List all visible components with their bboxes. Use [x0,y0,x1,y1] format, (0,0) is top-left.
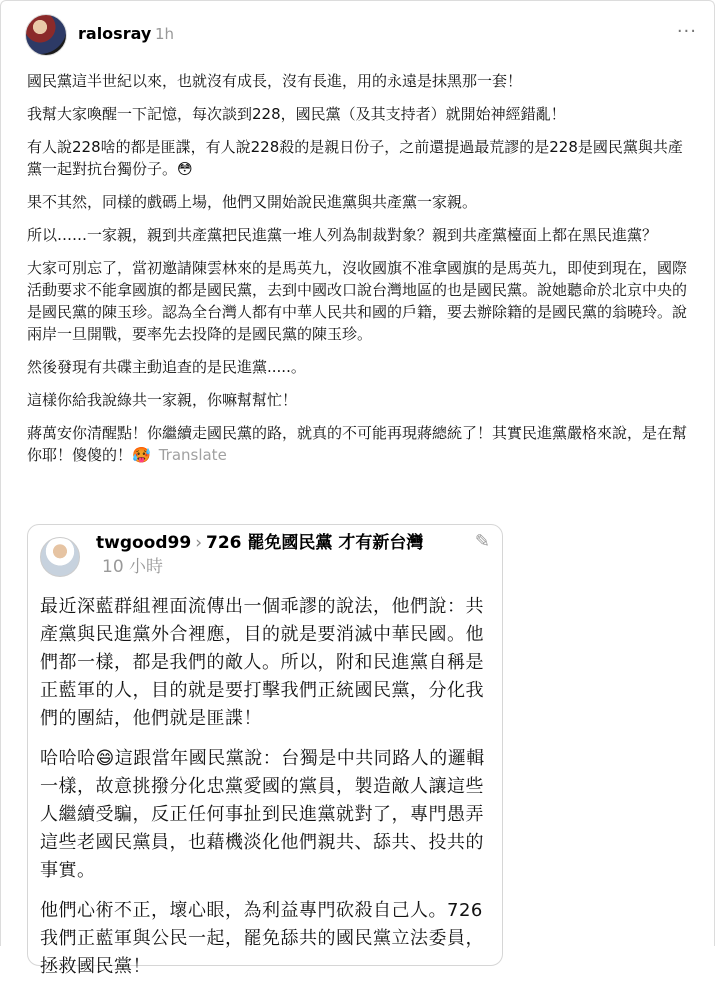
quoted-body [40,593,492,993]
edited-icon: ✎ [474,531,490,552]
quoted-paragraph: 哈哈哈😄這跟當年國民黨說：台獨是中共同路人的邏輯一樣，故意挑撥分化忠黨愛國的黨員，製造敵人讓這些人繼續受騙，反正任何事扯到民進黨就對了，專門愚弄這些老國民黨員，也藉機淡化他們親共、舔共、投共的事實。 [40,748,485,881]
post-paragraph: 大家可別忘了，當初邀請陳雲林來的是馬英九，沒收國旗不准拿國旗的是馬英九，即使到現在，國際活動要求不能拿國旗的都是國民黨，去到中國改口說台灣地區的也是國民黨。說她聽命於北京中央的是國民黨的陳玉珍。認為全台灣人都有中華人民共和國的戶籍，要去辦除籍的是國民黨的翁曉玲。說兩岸一旦開戰，要率先去投降的是國民黨的陳玉珍。 [27,259,688,343]
quoted-group[interactable]: 726 罷免國民黨 才有新台灣 [206,533,424,553]
quoted-avatar[interactable] [40,537,80,577]
more-horizontal-icon[interactable]: ··· [676,21,697,42]
post-paragraph: 果不其然，同樣的戲碼上場，他們又開始說民進黨與共產黨一家親。 [27,193,478,211]
post-paragraph-last [27,422,689,466]
quoted-paragraph: 最近深藍群組裡面流傳出一個乖謬的說法，他們說：共產黨與民進黨外合裡應，目的就是要消滅中華民國。他們都一樣，都是我們的敵人。所以，附和民進黨自稱是正藍軍的人，目的就是要打擊我們正統國民黨，分化我們的團結，他們就是匪諜！ [40,596,484,729]
quoted-post[interactable] [27,524,503,977]
quoted-header [96,531,426,579]
quoted-username[interactable]: twgood99 [96,533,192,553]
post-time[interactable]: 1h [155,25,175,43]
post-paragraph: 所以……一家親，親到共產黨把民進黨一堆人列為制裁對象？親到共產黨檯面上都在黑民進黨？ [27,226,658,244]
quoted-time[interactable]: 10 小時 [102,557,164,577]
post-paragraph: 國民黨這半世紀以來，也就沒有成長，沒有長進，用的永遠是抹黑那一套！ [27,72,523,90]
post-header [25,14,697,56]
post-paragraph: 然後發現有共碟主動追查的是民進黨.....。 [27,358,306,376]
quoted-paragraph: 他們心術不正，壞心眼，為利益專門砍殺自己人。726我們正藍軍與公民一起，罷免舔共的國民黨立法委員，拯救國民黨！ [40,900,484,977]
post-paragraph: 這樣你給我說綠共一家親，你嘛幫幫忙！ [27,391,298,409]
post-paragraph: 有人說228啥的都是匪諜，有人說228殺的是親日份子，之前還提過最荒謬的是228是國民黨與共產黨一起對抗台獨份子。😳 [27,138,683,178]
post-paragraph: 我幫大家喚醒一下記憶，每次談到228，國民黨（及其支持者）就開始神經錯亂！ [27,105,566,123]
translate-link[interactable]: Translate [158,446,227,464]
chevron-right-icon: › [195,533,202,553]
post-paragraph-text: 蔣萬安你清醒點！你繼續走國民黨的路，就真的不可能再現蔣總統了！其實民進黨嚴格來說，是在幫你耶！傻傻的！🥵 [27,424,688,464]
avatar[interactable] [25,14,67,56]
username[interactable]: ralosray [78,24,152,43]
post-body [27,70,689,477]
